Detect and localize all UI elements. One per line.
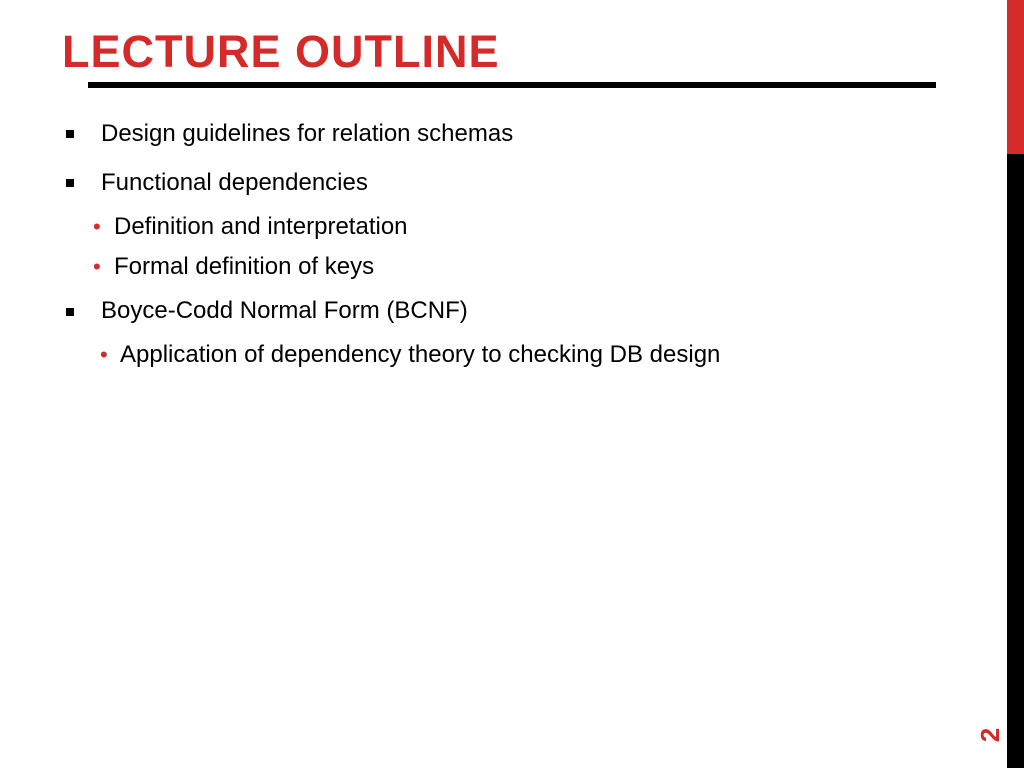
accent-band-red: [1007, 0, 1024, 154]
dot-bullet-icon: •: [93, 214, 101, 239]
title-underline: [88, 82, 936, 88]
square-bullet-icon: [66, 130, 74, 138]
page-number: 2: [975, 727, 1005, 743]
sub-bullet-text: Formal definition of keys: [114, 253, 375, 280]
slide-title: LECTURE OUTLINE: [62, 26, 500, 77]
accent-band-black: [1007, 154, 1024, 768]
sub-bullet-text: Application of dependency theory to checking DB design: [120, 341, 721, 368]
sub-bullet-text: Definition and interpretation: [114, 213, 408, 240]
square-bullet-icon: [66, 179, 74, 187]
square-bullet-icon: [66, 308, 74, 316]
dot-bullet-icon: •: [100, 342, 108, 367]
dot-bullet-icon: •: [93, 254, 101, 279]
bullet-text: Functional dependencies: [101, 169, 368, 196]
bullet-text: Design guidelines for relation schemas: [101, 120, 514, 147]
bullet-text: Boyce-Codd Normal Form (BCNF): [101, 297, 468, 324]
